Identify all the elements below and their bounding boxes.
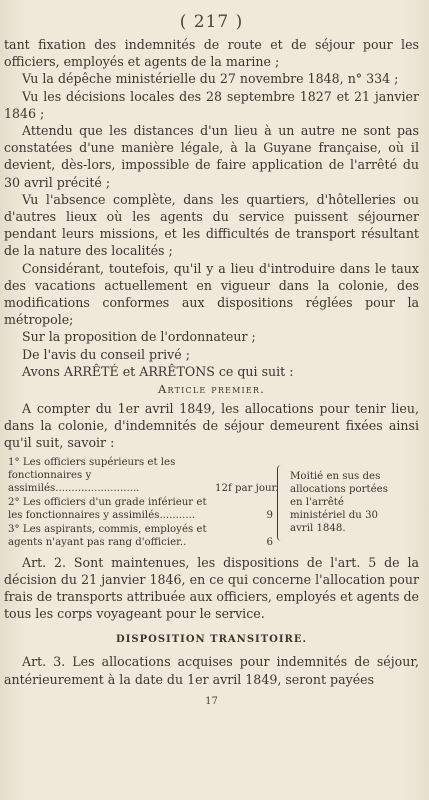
- paragraph-6: Considérant, toutefois, qu'il y a lieu d'introduire dans le taux des vacations actuellement en vigueur dans la colonie, des modifications conformes aux dispositions réglées pour la métropole;: [4, 260, 419, 328]
- paragraph-8: De l'avis du conseil privé ;: [22, 346, 190, 362]
- allocation-item: [8, 456, 279, 495]
- page-number: ( 217 ): [179, 12, 244, 32]
- paragraph-3: Vu les décisions locales des 28 septembre 1827 et 21 janvier 1846 ;: [4, 88, 419, 121]
- allocation-item-text: 2° Les officiers d'un grade inférieur et les fonctionnaires y assimilés...........: [8, 496, 207, 521]
- allocation-item-text: 3° Les aspirants, commis, employés et agents n'ayant pas rang d'officier..: [8, 523, 207, 548]
- paragraph-4: Attendu que les distances d'un lieu à un autre ne sont pas constatées d'une manière légale, à la Guyane française, où il devient, dès-lors, impossible de faire application de l'arrêté du 30 avril précité ;: [4, 123, 419, 190]
- article-1-heading: Article premier.: [158, 382, 265, 397]
- paragraph-7: Sur la proposition de l'ordonnateur ;: [22, 329, 256, 345]
- article-2-text: Art. 2. Sont maintenues, les dispositions de l'art. 5 de la décision du 21 janvier 1846, en ce qui concerne l'allocation pour frais de transports attribuée aux officiers, employés et agents de tous les corps voyageant pour le service.: [4, 554, 419, 622]
- allocation-item-value: 9: [266, 509, 273, 521]
- paragraph-5: Vu l'absence complète, dans les quartiers, d'hôtelleries ou d'autres lieux où les agents du service puissent séjourner pendant leurs missions, et les difficultés de transport résultant de la nature des localités ;: [4, 191, 419, 259]
- allocation-item-value: 6: [266, 536, 273, 548]
- paragraph-2: Vu la dépêche ministérielle du 27 novembre 1848, n° 334 ;: [22, 71, 399, 87]
- transitional-heading: DISPOSITION TRANSITOIRE.: [116, 634, 307, 646]
- allocation-item-value: 12f par jour.: [215, 482, 279, 494]
- decree-line: Avons ARRÊTÉ et ARRÊTONS ce qui suit :: [22, 363, 294, 379]
- brace-divider: [277, 465, 284, 541]
- allocation-table: [4, 456, 419, 550]
- signature-mark: 17: [205, 695, 218, 707]
- allocation-item: [8, 523, 273, 549]
- paragraph-1: tant fixation des indemnités de route et de séjour pour les officiers, employés et agents de la marine ;: [4, 37, 419, 70]
- allocation-list: [8, 456, 279, 550]
- allocation-item-text: 1° Les officiers supérieurs et les fonctionnaires y assimilés..........................: [8, 456, 176, 494]
- allocation-item: [8, 496, 273, 522]
- article-3-text: Art. 3. Les allocations acquises pour indemnités de séjour, antérieurement à la date du 1er avril 1849, seront payées: [4, 654, 419, 687]
- allocation-note: Moitié en sus des allocations portées en l'arrêté ministériel du 30 avril 1848.: [290, 471, 388, 535]
- article-1-text: A compter du 1er avril 1849, les allocations pour tenir lieu, dans la colonie, d'indemnités de séjour demeurent fixées ainsi qu'il suit, savoir :: [4, 401, 419, 451]
